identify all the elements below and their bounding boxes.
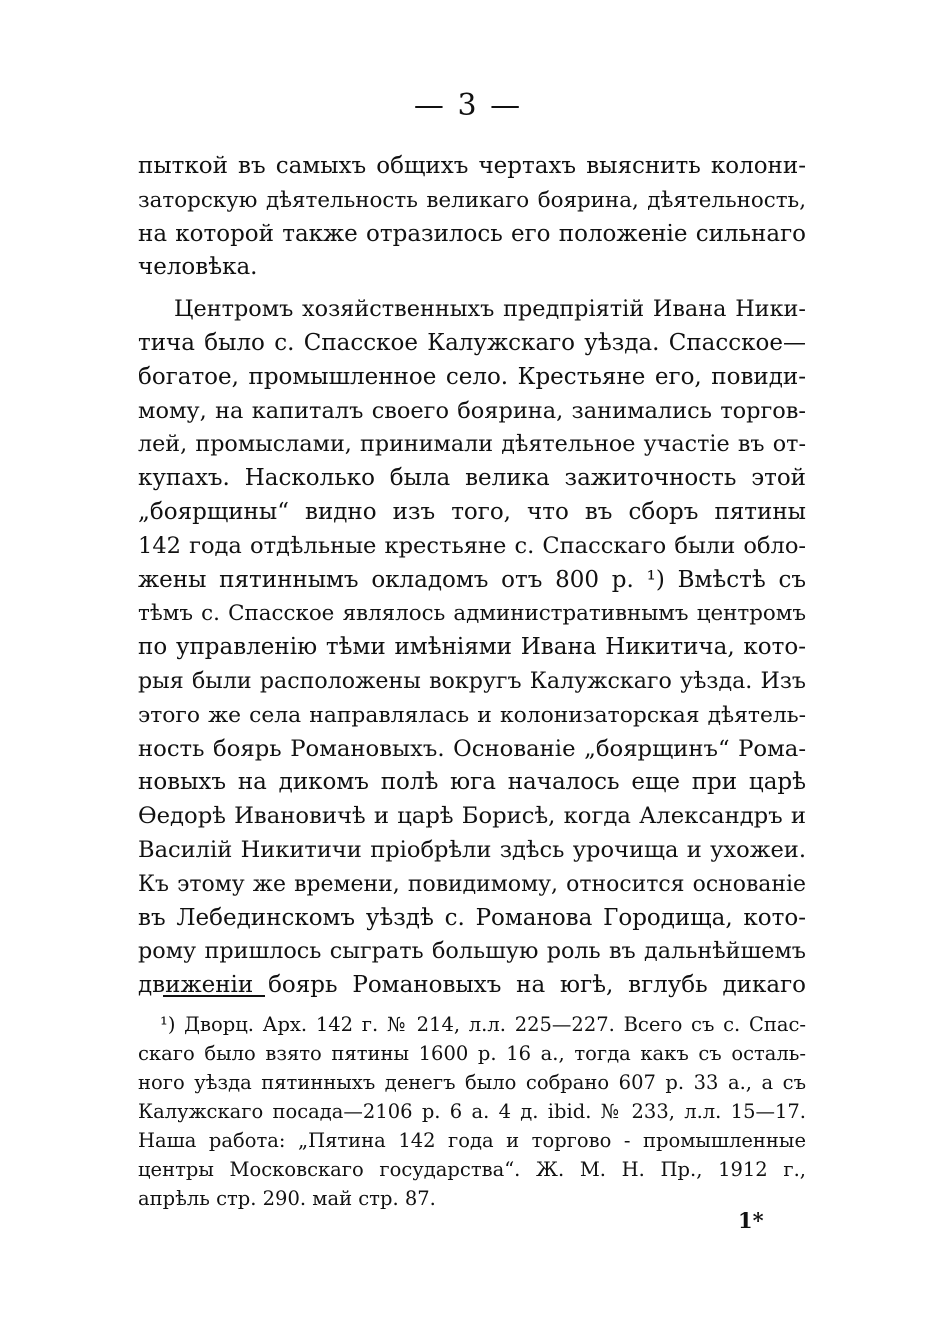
text-line: человѣка. — [138, 254, 258, 281]
text-line: рыя были расположены вокругъ Калужскаго уѣзда. Изъ — [138, 667, 806, 694]
page-number: — 3 — — [413, 88, 523, 123]
footnote-line: Калужскаго посада—2106 р. 6 а. 4 д. ibid. № 233, л.л. 15—17. — [138, 1100, 806, 1123]
text-line: на которой также отразилось его положеніе сильнаго — [138, 220, 806, 247]
text-line: тича было с. Спасское Калужскаго уѣзда. Спасское— — [138, 329, 806, 356]
text-line: Къ этому же времени, повидимому, относится основаніе — [138, 871, 806, 897]
text-line: заторскую дѣятельность великаго боярина, дѣятельность, — [138, 187, 806, 213]
footnote-line: ного уѣзда пятинныхъ денегъ было собрано 607 р. 33 а., а съ — [138, 1071, 806, 1094]
text-line: Василій Никитичи пріобрѣли здѣсь урочища и ухожеи. — [138, 836, 806, 863]
footnote-rule — [163, 995, 265, 997]
text-line: движеніи боярь Романовыхъ на югѣ, вглубь дикаго — [138, 972, 806, 999]
text-line: лей, промыслами, принимали дѣятельное участіе въ от- — [138, 431, 806, 458]
text-line: пыткой въ самыхъ общихъ чертахъ выяснить колони- — [138, 153, 806, 179]
text-line: Центромъ хозяйственныхъ предпріятій Ивана Ники- — [174, 296, 806, 323]
footnote-line: Наша работа: „Пятина 142 года и торгово - промышленные — [138, 1129, 806, 1152]
text-line: купахъ. Насколько была велика зажиточность этой — [138, 465, 806, 492]
paragraph-2 — [138, 293, 806, 1003]
text-line: Ѳедорѣ Ивановичѣ и царѣ Борисѣ, когда Александръ и — [138, 803, 806, 830]
text-line: этого же села направлялась и колонизаторская дѣятель- — [138, 702, 806, 728]
text-line: 142 года отдѣльные крестьяне с. Спасскаго были обло- — [138, 532, 806, 559]
text-line: мому, на капиталъ своего боярина, занимались торгов- — [138, 397, 806, 424]
text-line: „боярщины“ видно изъ того, что въ сборъ пятины — [138, 498, 806, 525]
text-line: богатое, промышленное село. Крестьяне его, повиди- — [138, 363, 806, 390]
footnote-line: скаго было взято пятины 1600 р. 16 а., тогда какъ съ осталь- — [138, 1042, 806, 1065]
text-line: жены пятиннымъ окладомъ отъ 800 р. ¹) Вмѣстѣ съ — [138, 566, 806, 593]
text-line: тѣмъ с. Спасское являлось административнымъ центромъ — [138, 601, 806, 627]
text-line: ность боярь Романовыхъ. Основаніе „боярщинъ“ Рома- — [138, 735, 806, 762]
body-text — [138, 150, 806, 1003]
signature-mark: 1* — [738, 1208, 764, 1233]
footnote-line: апрѣль стр. 290. май стр. 87. — [138, 1187, 436, 1210]
text-line: рому пришлось сыграть большую роль въ дальнѣйшемъ — [138, 938, 806, 965]
text-line: новыхъ на дикомъ полѣ юга началось еще при царѣ — [138, 769, 806, 796]
paragraph-1 — [138, 150, 806, 285]
footnote-line: ¹) Дворц. Арх. 142 г. № 214, л.л. 225—227. Всего съ с. Спас- — [160, 1013, 806, 1036]
footnote-line: центры Московскаго государства“. Ж. М. Н. Пр., 1912 г., — [138, 1158, 806, 1181]
text-line: въ Лебединскомъ уѣздѣ с. Романова Городища, кото- — [138, 904, 806, 931]
text-line: по управленію тѣми имѣніями Ивана Никитича, кото- — [138, 634, 806, 661]
footnote — [138, 1010, 806, 1213]
